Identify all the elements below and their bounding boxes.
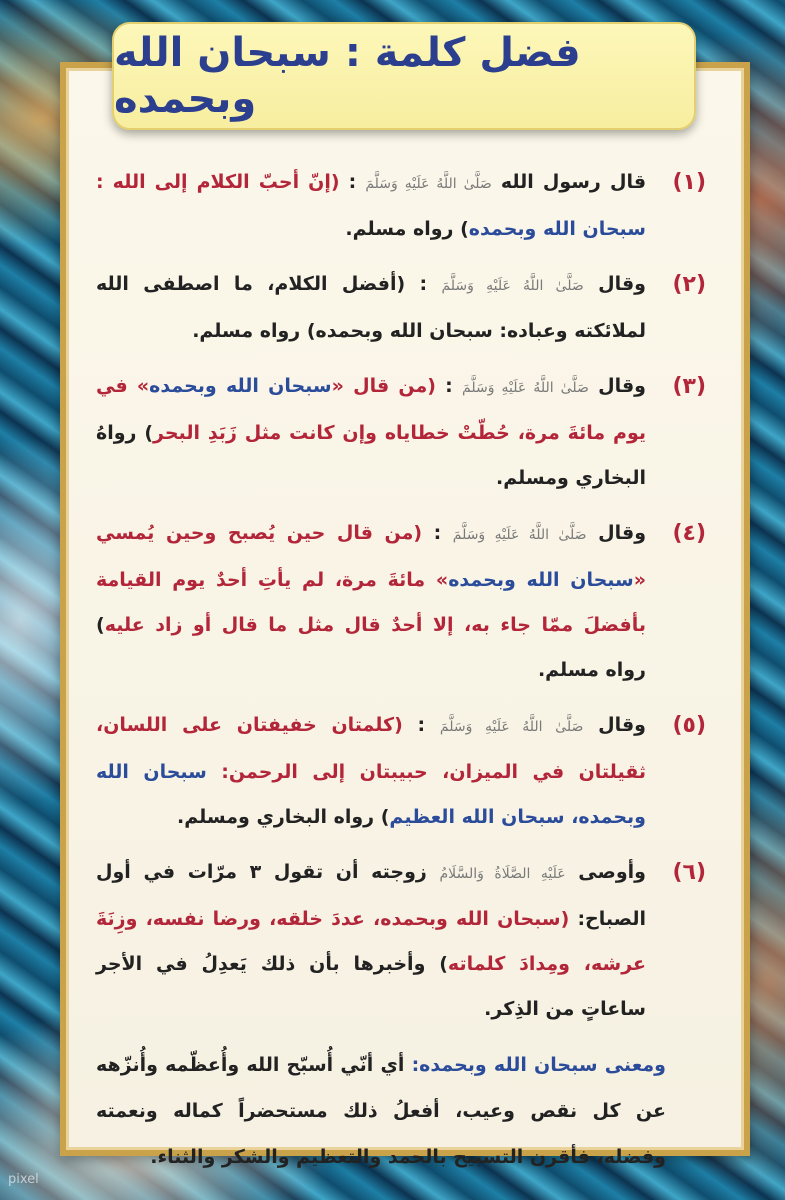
title-banner [112,22,696,130]
hadith-quote: (من قال « [331,375,436,397]
narration-text: : [402,714,440,736]
hadith-text [96,160,646,252]
narration-text: وأوصى [565,861,646,883]
tasbih-phrase: سبحان الله وبحمده، سبحان الله العظيم [96,761,646,828]
hadith-quote: (كلمتان خفيفتان على اللسان، ثقيلتان في الميزان، حبيبتان إلى الرحمن: [96,714,647,783]
narration-text: : [435,375,463,397]
tasbih-phrase: سبحان الله وبحمده [448,569,634,591]
watermark: pixel [8,1172,39,1187]
hadith-number: (٤) [672,521,706,546]
meaning-label: ومعنى سبحان الله وبحمده: [411,1054,666,1076]
hadith-item [96,703,706,840]
hadith-quote: » مائةَ مرة، لم يأتِ أحدٌ يوم القيامة بأفضلَ ممّا جاء به، إلا أحدٌ قال مثل ما قال أو زاد عليه [96,569,646,636]
narration-text: : [422,522,453,544]
honorific-text: صَلَّىٰ اللَّهُ عَلَيْهِ وَسَلَّمَ [441,278,584,294]
narration-text: ) رواه البخاري ومسلم. [177,806,390,828]
hadith-text [96,262,646,354]
tasbih-phrase: سبحان الله وبحمده [468,218,646,240]
narration-text: وقال [586,522,647,544]
meaning-paragraph [96,1042,706,1180]
hadith-item [96,160,706,252]
hadith-item [96,262,706,354]
narration-text: : (أفضل الكلام، ما اصطفى الله لملائكته وعباده: سبحان الله وبحمده) رواه مسلم. [96,273,646,342]
hadith-text [96,850,646,1032]
hadith-quote: » في يوم مائةَ مرة، حُطّتْ خطاياه وإن كانت مثل زَبَدِ البحر [96,375,647,444]
hadith-number: (٥) [672,713,706,738]
narration-text: ) رواه مسلم. [345,218,469,240]
hadith-number: (١) [672,170,706,195]
narration-text: وقال [583,273,646,295]
hadith-quote: (من قال حين يُصبح وحين يُمسي « [96,522,646,591]
honorific-text: صَلَّىٰ اللَّهُ عَلَيْهِ وَسَلَّمَ [365,176,492,192]
hadith-quote: (سبحان الله وبحمده، عددَ خلقه، ورضا نفسه، وزِنَةَ عرشه، ومِدادَ كلماته [96,908,646,975]
honorific-text: عَلَيْهِ الصَّلَاةُ وَالسَّلَامُ [439,866,566,882]
hadith-text [96,364,646,501]
hadith-item [96,511,706,693]
narration-text: قال رسول الله [491,171,647,193]
tasbih-phrase: سبحان الله وبحمده [149,375,332,397]
narration-text: ) رواه مسلم. [96,614,646,681]
narration-text: وقال [588,375,646,397]
hadith-item [96,850,706,1032]
hadith-number: (٢) [672,272,706,297]
hadith-text [96,511,646,693]
hadith-quote: (إنّ أحبّ الكلام إلى الله : [96,171,340,193]
narration-text: وقال [583,714,646,736]
hadith-item [96,364,706,501]
page-title: فضل كلمة : سبحان الله وبحمده [114,30,581,122]
hadith-text [96,703,646,840]
narration-text: ) وأخبرها بأن ذلك يَعدِلُ في الأجر ساعاتٍ من الذِكر. [96,953,646,1020]
honorific-text: صَلَّىٰ اللَّهُ عَلَيْهِ وَسَلَّمَ [462,380,589,396]
meaning-text: أي أنّي أُسبّح الله وأُعظّمه وأُنزّهه عن كل نقص وعيب، أفعلُ ذلك مستحضراً كماله ونعمته وفضله، فأقرن التسبيح بالحمد والتعظيم والشكر والثناء. [96,1054,666,1168]
narration-text: ) رواهُ البخاري ومسلم. [96,422,646,489]
honorific-text: صَلَّىٰ اللَّهُ عَلَيْهِ وَسَلَّمَ [452,527,587,543]
hadith-number: (٦) [672,860,706,885]
narration-text: : [339,171,366,193]
narration-text: زوجته أن تقول ٣ مرّات في أول الصباح: [96,861,646,930]
hadith-number: (٣) [672,374,706,399]
honorific-text: صَلَّىٰ اللَّهُ عَلَيْهِ وَسَلَّمَ [439,719,584,735]
hadith-list [96,160,706,1180]
